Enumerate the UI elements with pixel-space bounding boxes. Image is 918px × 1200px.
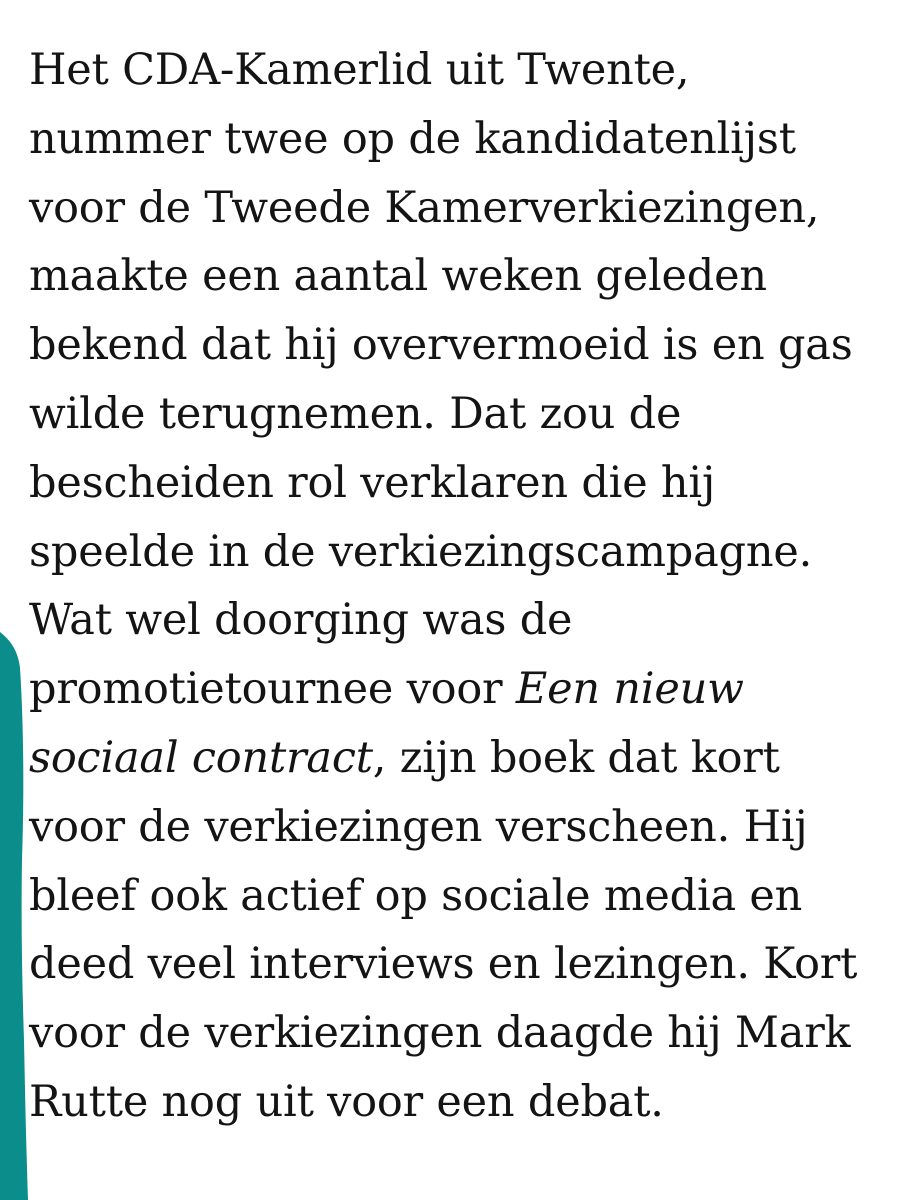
paragraph-text-segment: , zijn boek dat kort bbox=[372, 732, 780, 783]
paragraph-line: deed veel interviews en lezingen. Kort bbox=[29, 939, 858, 990]
paragraph-line: wilde terugnemen. Dat zou de bbox=[29, 388, 682, 439]
paragraph-line: voor de verkiezingen daagde hij Mark bbox=[29, 1008, 851, 1059]
paragraph-line bbox=[29, 655, 909, 724]
article-paragraph bbox=[29, 36, 909, 1137]
paragraph-line: Rutte nog uit voor een debat. bbox=[29, 1076, 664, 1127]
paragraph-line: bekend dat hij oververmoeid is en gas bbox=[29, 320, 853, 371]
paragraph-line: speelde in de verkiezingscampagne. bbox=[29, 526, 813, 577]
paragraph-line: bleef ook actief op sociale media en bbox=[29, 870, 803, 921]
paragraph-text-segment: promotietournee voor bbox=[29, 664, 516, 715]
paragraph-line: maakte een aantal weken geleden bbox=[29, 251, 767, 302]
book-title-part-2: sociaal contract bbox=[29, 732, 373, 783]
book-title-part-1: Een nieuw bbox=[515, 664, 744, 715]
paragraph-line: voor de verkiezingen verscheen. Hij bbox=[29, 801, 808, 852]
paragraph-line bbox=[29, 724, 909, 793]
paragraph-line: Wat wel doorging was de bbox=[29, 595, 573, 646]
teal-accent-path bbox=[0, 632, 28, 1200]
paragraph-line: Het CDA-Kamerlid uit Twente, bbox=[29, 45, 690, 95]
paragraph-line: nummer twee op de kandidatenlijst bbox=[29, 113, 796, 164]
paragraph-line: bescheiden rol verklaren die hij bbox=[29, 457, 716, 508]
paragraph-line: voor de Tweede Kamerverkiezingen, bbox=[29, 182, 820, 233]
